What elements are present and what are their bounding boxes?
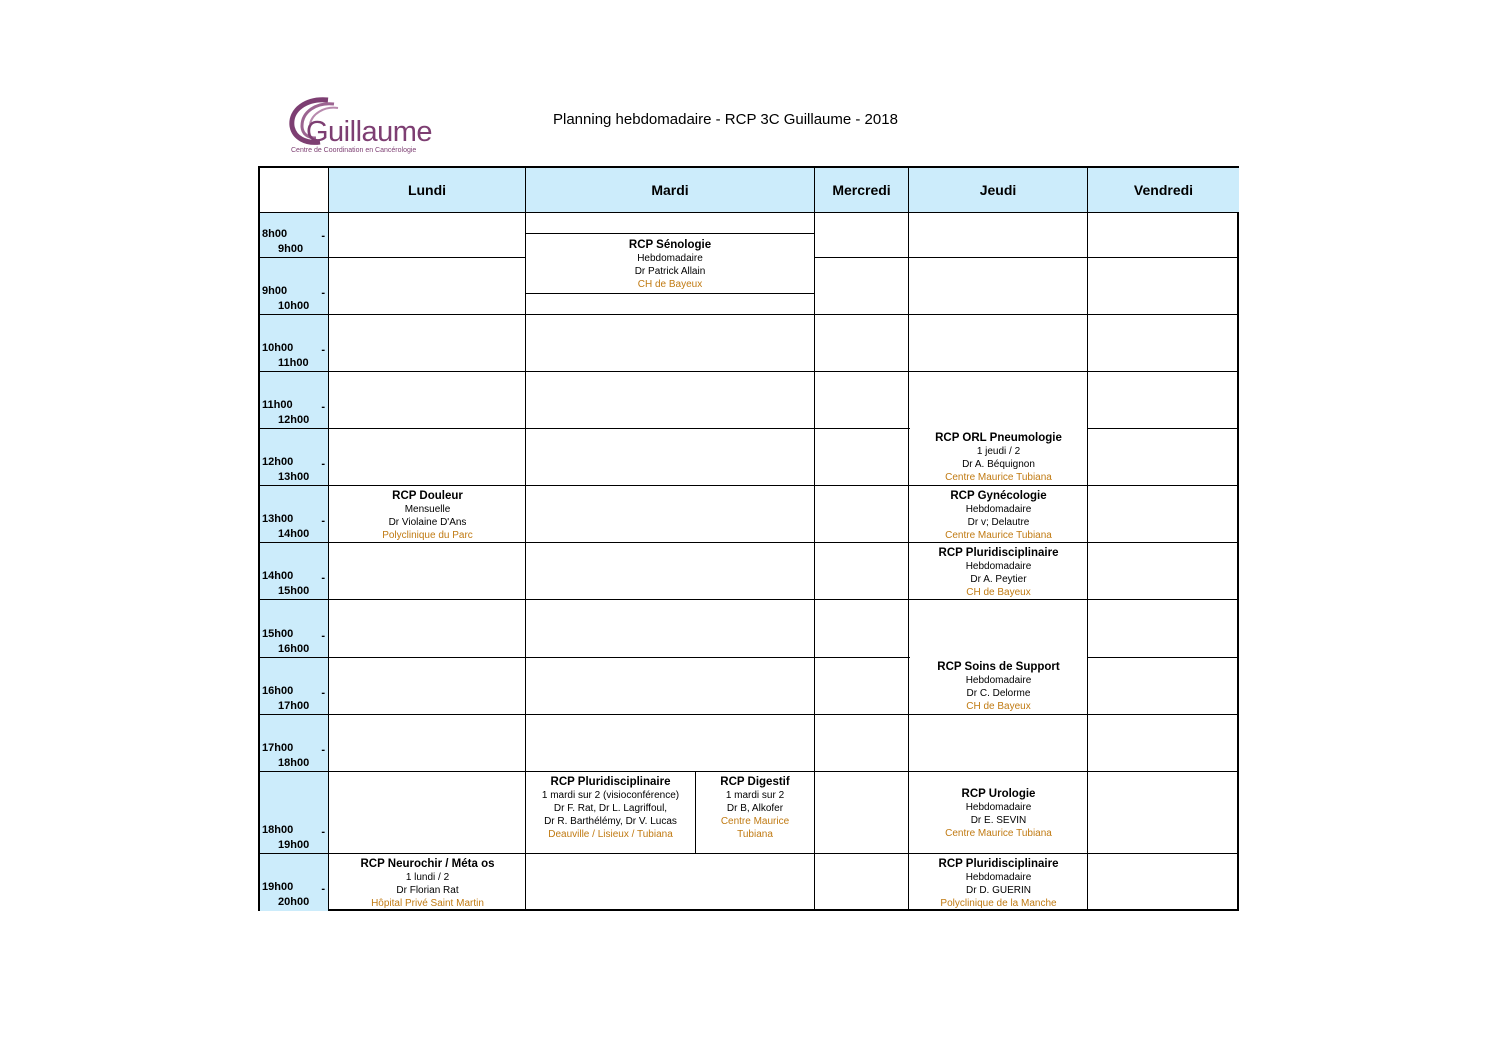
- event-line: 1 lundi / 2: [405, 872, 450, 883]
- event-urologie: [910, 784, 1087, 844]
- schedule-cell: [815, 715, 909, 772]
- schedule-cell: [1088, 854, 1239, 911]
- time-slot-cell: [260, 429, 329, 486]
- event-soins-de-support: [910, 657, 1087, 712]
- schedule-cell: [815, 600, 909, 658]
- time-slot-cell: [260, 854, 329, 911]
- event-line: Dr Florian Rat: [396, 885, 459, 896]
- schedule-cell: [526, 600, 815, 658]
- event-line: 1 mardi sur 2 (visioconférence): [541, 790, 680, 801]
- event-name: RCP Pluridisciplinaire: [938, 547, 1059, 559]
- schedule-cell: [1088, 429, 1239, 486]
- schedule-cell: [815, 258, 909, 315]
- schedule-cell: [329, 372, 526, 429]
- schedule-cell: [1088, 315, 1239, 372]
- time-slot-cell: [260, 715, 329, 772]
- time-slot-cell: [260, 543, 329, 600]
- slot-start: 19h00: [262, 881, 294, 893]
- event-line: Hebdomadaire: [965, 504, 1032, 515]
- schedule-cell: [526, 372, 815, 429]
- event-senologie: [525, 233, 815, 294]
- day-header-jeudi: Jeudi: [909, 168, 1088, 213]
- event-location: CH de Bayeux: [637, 279, 703, 290]
- slot-dash: -: [321, 630, 325, 642]
- schedule-cell: [909, 213, 1088, 258]
- event-line: Dr R. Barthélémy, Dr V. Lucas: [544, 816, 677, 827]
- schedule-cell: [815, 658, 909, 715]
- event-location: CH de Bayeux: [966, 587, 1031, 598]
- slot-dash: -: [321, 401, 325, 413]
- schedule-cell: [526, 854, 815, 911]
- event-line: Dr A. Peytier: [970, 574, 1027, 585]
- schedule-cell: [329, 715, 526, 772]
- schedule-cell: [329, 213, 526, 258]
- schedule-cell: [1088, 772, 1239, 854]
- event-line: Dr Violaine D'Ans: [388, 517, 467, 528]
- schedule-cell: [909, 600, 1088, 658]
- schedule-cell: [909, 315, 1088, 372]
- slot-end: 16h00: [278, 643, 310, 655]
- schedule-cell: [815, 372, 909, 429]
- corner-cell: [260, 168, 329, 213]
- event-location: Centre Maurice Tubiana: [945, 828, 1052, 839]
- slot-dash: -: [321, 883, 325, 895]
- slot-end: 17h00: [278, 700, 310, 712]
- slot-end: 19h00: [278, 839, 310, 851]
- slot-end: 15h00: [278, 585, 310, 597]
- time-slot-cell: [260, 486, 329, 543]
- schedule-cell: [815, 772, 909, 854]
- time-slot-cell: [260, 213, 329, 258]
- event-name: RCP Pluridisciplinaire: [938, 858, 1059, 870]
- event-orl-pneumologie: [910, 428, 1087, 483]
- slot-end: 10h00: [278, 300, 310, 312]
- slot-end: 13h00: [278, 471, 310, 483]
- schedule-cell: [1088, 715, 1239, 772]
- schedule-cell: [1088, 658, 1239, 715]
- event-line: 1 mardi sur 2: [725, 790, 785, 801]
- slot-start: 9h00: [262, 285, 288, 297]
- event-name: RCP Urologie: [961, 788, 1036, 800]
- slot-dash: -: [321, 826, 325, 838]
- day-header-mardi: Mardi: [526, 168, 815, 213]
- schedule-cell: [1088, 543, 1239, 600]
- event-douleur: [330, 486, 525, 541]
- event-name: RCP Sénologie: [628, 239, 712, 251]
- schedule-cell: [1088, 213, 1239, 258]
- schedule-cell: [1088, 486, 1239, 543]
- slot-start: 17h00: [262, 742, 294, 754]
- time-slot-cell: [260, 658, 329, 715]
- slot-end: 11h00: [278, 357, 309, 369]
- slot-start: 13h00: [262, 513, 294, 525]
- schedule-cell: [909, 715, 1088, 772]
- schedule-cell: [329, 429, 526, 486]
- schedule-cell: [909, 258, 1088, 315]
- slot-dash: -: [321, 687, 325, 699]
- schedule-cell: [526, 543, 815, 600]
- event-line: Hebdomadaire: [637, 253, 703, 264]
- event-name: RCP Neurochir / Méta os: [360, 858, 495, 870]
- event-line: Mensuelle: [404, 504, 451, 515]
- event-gynecologie: [910, 486, 1087, 541]
- time-slot-cell: [260, 258, 329, 315]
- schedule-cell: [329, 315, 526, 372]
- slot-dash: -: [321, 515, 325, 527]
- time-slot-cell: [260, 600, 329, 658]
- event-location: Deauville / Lisieux / Tubiana: [548, 829, 673, 840]
- slot-end: 18h00: [278, 757, 310, 769]
- event-line: Dr Patrick Allain: [634, 266, 706, 277]
- event-line: Hebdomadaire: [965, 561, 1032, 572]
- slot-end: 12h00: [278, 414, 310, 426]
- event-location: Centre Maurice Tubiana: [945, 530, 1052, 541]
- schedule-grid: [258, 166, 1239, 911]
- schedule-cell: [815, 854, 909, 911]
- day-header-vendredi: Vendredi: [1088, 168, 1239, 213]
- event-line: Dr D. GUERIN: [966, 885, 1031, 896]
- slot-dash: -: [321, 344, 325, 356]
- schedule-cell: [815, 543, 909, 600]
- schedule-cell: [329, 543, 526, 600]
- event-name: RCP Soins de Support: [937, 661, 1060, 673]
- slot-dash: -: [321, 287, 325, 299]
- event-line: Dr E. SEVIN: [970, 815, 1027, 826]
- schedule-cell: [815, 486, 909, 543]
- schedule-cell: [526, 315, 815, 372]
- event-line: Dr C. Delorme: [966, 688, 1031, 699]
- schedule-cell: [329, 258, 526, 315]
- slot-start: 12h00: [262, 456, 294, 468]
- schedule-cell: [1088, 258, 1239, 315]
- logo: [288, 96, 448, 158]
- schedule-cell: [909, 372, 1088, 429]
- event-line: Hebdomadaire: [965, 802, 1032, 813]
- event-line: 1 jeudi / 2: [976, 446, 1021, 457]
- time-slot-cell: [260, 372, 329, 429]
- slot-end: 20h00: [278, 896, 310, 908]
- slot-dash: -: [321, 572, 325, 584]
- slot-start: 11h00: [262, 399, 293, 411]
- event-name: RCP Douleur: [392, 490, 463, 502]
- slot-start: 16h00: [262, 685, 294, 697]
- event-name: RCP ORL Pneumologie: [935, 432, 1062, 444]
- schedule-cell: [1088, 372, 1239, 429]
- schedule-cell: [329, 600, 526, 658]
- event-location: Hôpital Privé Saint Martin: [371, 898, 484, 909]
- event-location: Polyclinique de la Manche: [940, 898, 1057, 909]
- event-line: Dr F. Rat, Dr L. Lagriffoul,: [553, 803, 668, 814]
- schedule-cell: [815, 315, 909, 372]
- slot-dash: -: [321, 230, 325, 242]
- event-digestif: [696, 771, 815, 853]
- event-location: CH de Bayeux: [966, 701, 1031, 712]
- schedule-cell: [815, 213, 909, 258]
- event-pluridisciplinaire-mardi: [526, 772, 696, 853]
- event-pluridisciplinaire-jeudi-19h: [910, 854, 1087, 909]
- schedule-cell: [526, 658, 815, 715]
- event-neurochir: [330, 854, 525, 909]
- slot-dash: -: [321, 744, 325, 756]
- event-location: Centre Maurice Tubiana: [945, 472, 1052, 483]
- slot-start: 10h00: [262, 342, 294, 354]
- schedule-cell: [329, 772, 526, 854]
- schedule-cell: [815, 429, 909, 486]
- event-name: RCP Pluridisciplinaire: [550, 776, 671, 788]
- event-name: RCP Gynécologie: [950, 490, 1047, 502]
- event-line: Dr B, Alkofer: [726, 803, 784, 814]
- schedule-cell: [526, 429, 815, 486]
- logo-wordmark: Guillaume: [306, 116, 433, 148]
- page-title: Planning hebdomadaire - RCP 3C Guillaume - 2018: [553, 111, 898, 128]
- logo-subtitle: Centre de Coordination en Cancérologie: [291, 147, 417, 154]
- event-location: Polyclinique du Parc: [382, 530, 473, 541]
- slot-start: 8h00: [262, 228, 288, 240]
- slot-end: 14h00: [278, 528, 310, 540]
- schedule-cell: [526, 486, 815, 543]
- time-slot-cell: [260, 315, 329, 372]
- day-header-lundi: Lundi: [329, 168, 526, 213]
- event-line: Hebdomadaire: [965, 872, 1032, 883]
- event-location: Centre Maurice Tubiana: [720, 816, 790, 840]
- slot-end: 9h00: [278, 243, 304, 255]
- slot-start: 14h00: [262, 570, 294, 582]
- slot-dash: -: [321, 458, 325, 470]
- event-name: RCP Digestif: [720, 776, 790, 788]
- event-line: Hebdomadaire: [965, 675, 1032, 686]
- event-line: Dr A. Béquignon: [962, 459, 1035, 470]
- day-header-mercredi: Mercredi: [815, 168, 909, 213]
- schedule-cell: [1088, 600, 1239, 658]
- event-line: Dr v; Delautre: [967, 517, 1030, 528]
- slot-start: 18h00: [262, 824, 294, 836]
- slot-start: 15h00: [262, 628, 294, 640]
- schedule-cell: [329, 658, 526, 715]
- time-slot-cell: [260, 772, 329, 854]
- event-pluridisciplinaire-jeudi-14h: [910, 543, 1087, 598]
- schedule-cell: [526, 715, 815, 772]
